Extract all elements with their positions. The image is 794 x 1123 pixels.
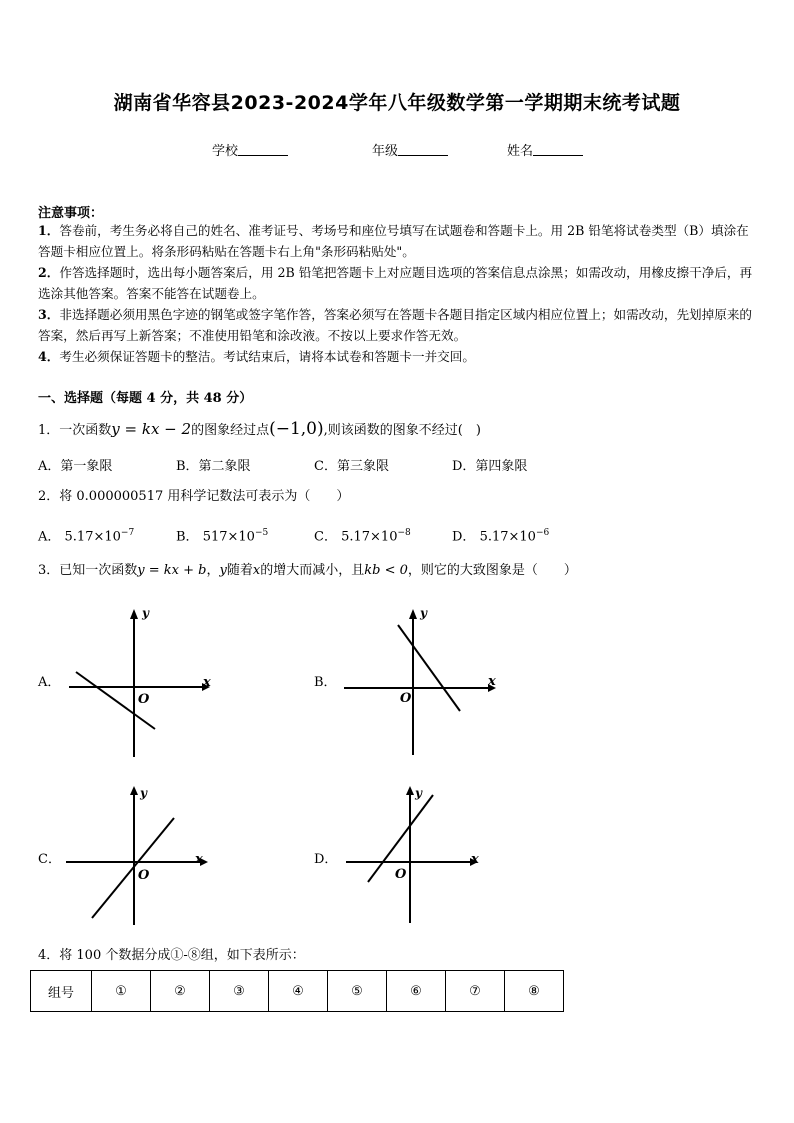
q1-option-b: B．第二象限: [176, 459, 251, 474]
table-cell: ⑦: [446, 971, 505, 1012]
q3-option-a-label: A．: [38, 675, 61, 690]
q3-option-d-label: D．: [314, 852, 338, 867]
y-axis-label: y: [420, 606, 427, 620]
q1-formula: y = kx − 2: [111, 420, 192, 438]
question-1: 1．一次函数y = kx − 2的图象经过点(−1,0),则该函数的图象不经过( ): [38, 419, 481, 439]
y-axis-label: y: [415, 786, 422, 800]
school-label: 学校: [212, 144, 239, 159]
note-item: 1．答卷前，考生务必将自己的姓名、准考证号、考场号和座位号填写在试题卷和答题卡上。用 2B 铅笔将试卷类型（B）填涂在答题卡相应位置上。将条形码粘贴在答题卡右上角"条形码粘贴处"。: [38, 223, 749, 259]
q1-option-a: A．第一象限: [38, 459, 113, 474]
graph-a-svg: [60, 605, 220, 765]
q3-option-b-label: B．: [314, 675, 337, 690]
name-field: [507, 140, 583, 159]
question-2: 2．将 0.000000517 用科学记数法可表示为（ ）: [38, 489, 350, 504]
q2-option-b: B． $517\times 10^{-5}$: [176, 528, 269, 545]
origin-label: O: [400, 691, 412, 706]
graph-option-a: [60, 605, 220, 769]
grade-label: 年级: [372, 144, 399, 159]
q2-option-c: C． $5.17\times 10^{-8}$: [314, 528, 411, 545]
table-cell: ⑧: [505, 971, 564, 1012]
notes-heading: 注意事项：: [38, 206, 104, 221]
graph-c-svg: [60, 783, 220, 928]
q1-option-c: C．第三象限: [314, 459, 389, 474]
table-cell: ②: [151, 971, 210, 1012]
table-row: [31, 971, 564, 1012]
origin-label: O: [138, 692, 150, 707]
table-cell: ③: [210, 971, 269, 1012]
graph-option-b: [336, 605, 496, 769]
grade-blank: [398, 143, 448, 156]
group-table: [30, 970, 564, 1012]
page-title: 湖南省华容县2023-2024学年八年级数学第一学期期末统考试题: [113, 92, 681, 114]
table-cell: ⑤: [328, 971, 387, 1012]
x-axis-label: x: [195, 852, 203, 867]
x-axis-label: x: [488, 674, 496, 689]
origin-label: O: [138, 868, 150, 883]
table-cell: ①: [92, 971, 151, 1012]
q3-option-c-label: C．: [38, 852, 61, 867]
table-cell: ④: [269, 971, 328, 1012]
name-label: 姓名: [507, 144, 534, 159]
graph-option-d: [340, 783, 490, 932]
graph-b-svg: [336, 605, 496, 765]
table-cell: ⑥: [387, 971, 446, 1012]
x-axis-label: x: [471, 852, 479, 867]
section-heading: 一、选择题（每题 4 分，共 48 分）: [38, 391, 253, 406]
school-field: [212, 140, 288, 159]
note-item: 2．作答选择题时，选出每小题答案后，用 2B 铅笔把答题卡上对应题目选项的答案信息点涂黑；如需改动，用橡皮擦干净后，再选涂其他答案。答案不能答在试题卷上。: [38, 265, 753, 301]
table-header-cell: 组号: [31, 971, 92, 1012]
note-item: 3．非选择题必须用黑色字迹的钢笔或签字笔作答，答案必须写在答题卡各题目指定区域内相应位置上；如需改动，先划掉原来的答案，然后再写上新答案；不准使用铅笔和涂改液。不按以上要求作答无效。: [38, 307, 753, 343]
q2-option-a: A． $5.17\times 10^{-7}$: [38, 528, 135, 545]
grade-field: [372, 140, 448, 159]
question-3: 3．已知一次函数y = kx + b，y随着x的增大而减小，且kb < 0，则它的大致图象是（ ）: [38, 563, 577, 578]
q1-point: (−1,0): [269, 419, 324, 439]
graph-d-svg: [340, 783, 490, 928]
q2-option-d: D． $5.17\times 10^{-6}$: [452, 528, 550, 545]
y-axis-label: y: [142, 606, 149, 620]
note-item: 4．考生必须保证答题卡的整洁。考试结束后，请将本试卷和答题卡一并交回。: [38, 349, 475, 364]
name-blank: [533, 143, 583, 156]
x-axis-label: x: [203, 675, 211, 690]
school-blank: [238, 143, 288, 156]
q1-option-d: D．第四象限: [452, 459, 528, 474]
y-axis-label: y: [140, 786, 147, 800]
origin-label: O: [395, 867, 407, 882]
question-4: 4．将 100 个数据分成①-⑧组，如下表所示：: [38, 948, 305, 963]
graph-option-c: [60, 783, 220, 932]
